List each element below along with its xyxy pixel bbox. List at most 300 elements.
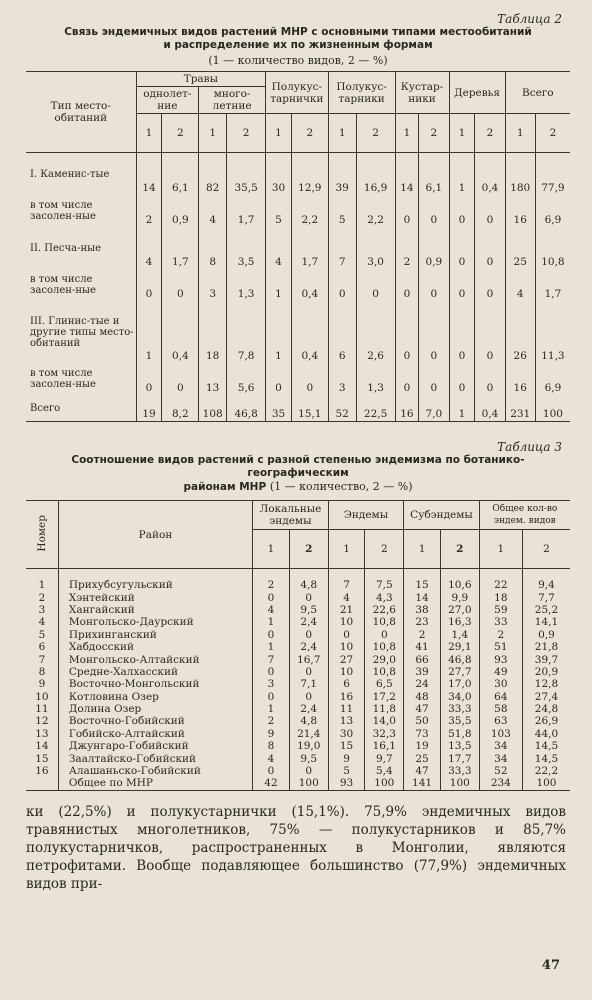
t2-header-shrubs: Кустар-ники [395,72,449,114]
table-cell: 35,5 [440,715,479,727]
table-row [26,641,570,653]
table-cell: 2 [395,227,419,269]
t2-col-1: 1 [505,114,535,153]
table-cell: 22 [479,579,522,591]
table-cell: 7 [328,579,365,591]
t2-col-2: 2 [291,114,328,153]
table-row [26,195,570,227]
region-name: Монгольско-Алтайский [58,653,252,665]
table-cell: 234 [479,777,522,790]
table-cell: 0 [419,269,449,301]
table-cell: 8 [199,227,227,269]
table-cell: 2 [136,195,162,227]
table-cell: 39 [328,153,356,196]
table-cell: 0 [475,363,505,395]
table-cell: 22,2 [522,765,570,777]
table-cell: 0 [395,363,419,395]
table-cell: 10,8 [365,641,404,653]
table-cell: 8,2 [162,395,199,422]
table-row [26,363,570,395]
table-cell: 9 [253,728,290,740]
table-cell: 12,9 [291,153,328,196]
table-row [26,666,570,678]
table-cell: 6,1 [419,153,449,196]
table-cell: 22,5 [356,395,395,422]
table-cell: 25 [505,227,535,269]
table-cell: 52 [479,765,522,777]
table-cell: 17,2 [365,691,404,703]
row-number: 11 [35,703,49,716]
body-paragraph: ки (22,5%) и полукустарнички (15,1%). 75,9% эндемичных видов травянистых многолетников, 75% — полукустарников и 85,7% полукустарничков, распространенных в Монголии, являются петрофитами. Вообще подавляющее большинство (77,9%) эндемичных видов при- [26,803,566,892]
table-cell: 2 [479,629,522,641]
table-cell: 35 [266,395,292,422]
table-cell: 5 [266,195,292,227]
table-cell: 0,4 [475,395,505,422]
table-row [26,752,570,764]
table-cell: 1 [253,703,290,715]
table-cell: 19,0 [289,740,328,752]
table-cell: 13 [328,715,365,727]
table-cell: 4 [199,195,227,227]
table-cell: 4,8 [289,579,328,591]
region-name: Джунгаро-Гобийский [58,740,252,752]
table-cell: 0 [475,269,505,301]
t2-header-annual: однолет-ние [136,87,199,114]
table-cell: 21,8 [522,641,570,653]
table-cell: 1 [449,153,475,196]
table-row [26,740,570,752]
table-row [26,691,570,703]
table3-title: Соотношение видов растений с разной степенью эндемизма по ботанико-географическим районам МНР (1 — количество, 2 — %) [71,454,525,493]
region-name: Общее по МНР [58,777,252,790]
table2-title: Связь эндемичных видов растений МНР с основными типами местообитаний и распределение их по жизненным формам [64,26,532,51]
table-cell: 29,1 [440,641,479,653]
table-cell: 14 [395,153,419,196]
row-label: в том числе засолен-ные [30,274,96,296]
table-cell: 9,9 [440,591,479,603]
table-cell: 27,0 [440,604,479,616]
table-cell: 7,1 [289,678,328,690]
table-cell: 5,6 [227,363,266,395]
row-number [26,777,58,790]
table-cell: 2,4 [289,703,328,715]
table-cell: 0,4 [291,269,328,301]
t3-col-1: 1 [328,530,365,569]
region-name: Прихинганский [58,629,252,641]
t3-col-2: 2 [365,530,404,569]
table-cell: 1,7 [535,269,570,301]
table2-label: Таблица 2 [497,12,562,26]
table-row [26,604,570,616]
table-cell: 6,5 [365,678,404,690]
table-cell: 0 [395,195,419,227]
table-cell: 3 [199,269,227,301]
table-cell: 9,4 [522,579,570,591]
row-number: 6 [38,641,46,654]
row-number: 15 [35,752,49,765]
table-cell: 17,0 [440,678,479,690]
table-cell: 93 [328,777,365,790]
table-cell: 4 [266,227,292,269]
t3-header-number: Номер [26,501,58,569]
table-cell: 19 [136,395,162,422]
table-cell: 0 [253,691,290,703]
row-number: 12 [35,715,49,728]
row-label: II. Песча-ные [30,242,101,254]
table-cell: 30 [479,678,522,690]
table-cell: 100 [365,777,404,790]
table-cell: 0 [475,195,505,227]
table-cell: 0 [253,591,290,603]
table2-body [26,153,570,422]
table-row [26,715,570,727]
table-cell: 12,8 [522,678,570,690]
table-cell: 0 [328,629,365,641]
table-cell: 1,3 [356,363,395,395]
t3-col-2: 2 [522,530,570,569]
t3-col-1: 1 [479,530,522,569]
table-cell: 103 [479,728,522,740]
table-cell: 0 [419,195,449,227]
table-cell: 4,8 [289,715,328,727]
region-name: Котловина Озер [58,691,252,703]
table-cell: 21,4 [289,728,328,740]
table-cell: 29,0 [365,653,404,665]
region-name: Прихубсугульский [58,579,252,591]
t3-header-endemics: Эндемы [328,501,404,530]
t2-col-1: 1 [136,114,162,153]
t3-col-1: 1 [253,530,290,569]
table-cell: 4 [328,591,365,603]
table-cell: 1,3 [227,269,266,301]
table-cell: 14,1 [522,616,570,628]
table-row [26,395,570,422]
table-cell: 47 [404,765,441,777]
table-cell: 100 [289,777,328,790]
table-cell: 44,0 [522,728,570,740]
table-cell: 10,8 [365,666,404,678]
table-cell: 108 [199,395,227,422]
row-label: III. Глинис-тые и другие типы место-обитаний [30,315,134,349]
table-cell: 51 [479,641,522,653]
table-cell: 0 [419,363,449,395]
table-cell: 6,1 [162,153,199,196]
table-cell: 0,9 [522,629,570,641]
table-cell: 10 [328,666,365,678]
table-cell: 0 [253,765,290,777]
table-cell: 11 [328,703,365,715]
table-cell: 46,8 [440,653,479,665]
table-cell: 9,7 [365,752,404,764]
table-cell: 9,5 [289,752,328,764]
table-cell: 0 [328,269,356,301]
table-cell: 0 [136,269,162,301]
table-cell: 38 [404,604,441,616]
table3-body [26,569,570,791]
table-cell: 51,8 [440,728,479,740]
table-cell: 2,2 [356,195,395,227]
t2-header-perennial: много-летние [199,87,266,114]
row-number: 5 [38,628,46,641]
table-cell: 180 [505,153,535,196]
t2-col-1: 1 [328,114,356,153]
table-cell: 27,7 [440,666,479,678]
table-cell: 2,2 [291,195,328,227]
t3-header-subendemics: Субэндемы [404,501,480,530]
row-label: в том числе засолен-ные [30,368,96,390]
table-cell: 141 [404,777,441,790]
table-cell: 4 [136,227,162,269]
table-cell: 24,8 [522,703,570,715]
table-cell: 46,8 [227,395,266,422]
table-cell: 13,5 [440,740,479,752]
table-cell: 16 [505,195,535,227]
table-cell: 0 [253,666,290,678]
t2-col-2: 2 [535,114,570,153]
region-name: Долина Озер [58,703,252,715]
t3-header-region: Район [58,501,252,569]
table-cell: 33,3 [440,765,479,777]
table-cell: 63 [479,715,522,727]
table-cell: 0,4 [291,301,328,363]
t2-col-2: 2 [356,114,395,153]
table-cell: 0 [449,363,475,395]
table-cell: 0,9 [162,195,199,227]
table-cell: 24 [404,678,441,690]
table-cell: 0,9 [419,227,449,269]
table-cell: 82 [199,153,227,196]
table-cell: 0,4 [162,301,199,363]
table-cell: 4,3 [365,591,404,603]
table-cell: 3 [253,678,290,690]
table-cell: 16 [328,691,365,703]
table3-label: Таблица 3 [497,440,562,454]
table-cell: 25 [404,752,441,764]
table-cell: 0 [253,629,290,641]
table-cell: 16 [505,363,535,395]
table-cell: 26 [505,301,535,363]
row-number: 13 [35,727,49,740]
table-cell: 9,5 [289,604,328,616]
table-cell: 6,9 [535,363,570,395]
table-cell: 10 [328,641,365,653]
table-cell: 10 [328,616,365,628]
table3-note: (1 — количество, 2 — %) [269,480,413,493]
table-cell: 2 [404,629,441,641]
table-cell: 21 [328,604,365,616]
t2-col-1: 1 [266,114,292,153]
table-cell: 11,3 [535,301,570,363]
region-name: Хэнтейский [58,591,252,603]
table-cell: 100 [440,777,479,790]
region-name: Восточно-Монгольский [58,678,252,690]
table-cell: 15,1 [291,395,328,422]
table-cell: 73 [404,728,441,740]
t2-col-2: 2 [227,114,266,153]
table-cell: 0 [395,269,419,301]
table-cell: 2,4 [289,641,328,653]
region-name: Хангайский [58,604,252,616]
table2 [26,71,570,422]
t2-col-2: 2 [419,114,449,153]
table-cell: 1 [253,616,290,628]
table-cell: 4 [253,604,290,616]
table-cell: 14,0 [365,715,404,727]
table-spacer [26,569,570,580]
t3-col-2: 2 [440,530,479,569]
table-cell: 16,3 [440,616,479,628]
table-row [26,153,570,196]
table-cell: 16,1 [365,740,404,752]
table-cell: 1 [449,395,475,422]
table-cell: 14 [136,153,162,196]
table-cell: 0 [289,591,328,603]
table-cell: 25,2 [522,604,570,616]
row-number: 4 [38,616,46,629]
t2-col-2: 2 [162,114,199,153]
table-cell: 39,7 [522,653,570,665]
table-cell: 0 [449,301,475,363]
region-name: Монгольско-Даурский [58,616,252,628]
row-number: 10 [35,690,49,703]
table-cell: 17,7 [440,752,479,764]
t3-header-overall: Общее кол-во эндем. видов [479,501,570,530]
table-row [26,703,570,715]
table-cell: 4 [253,752,290,764]
table-cell: 16,7 [289,653,328,665]
table-cell: 4 [505,269,535,301]
region-name: Средне-Халхасский [58,666,252,678]
t2-col-1: 1 [449,114,475,153]
table-row [26,301,570,363]
region-name: Заалтайско-Гобийский [58,752,252,764]
table-cell: 49 [479,666,522,678]
table-cell: 0 [291,363,328,395]
table-cell: 59 [479,604,522,616]
t2-col-2: 2 [475,114,505,153]
table-cell: 0 [475,301,505,363]
table-cell: 1,4 [440,629,479,641]
table-cell: 0 [289,691,328,703]
table-cell: 58 [479,703,522,715]
table-cell: 1 [136,301,162,363]
table-cell: 2,6 [356,301,395,363]
table3 [26,500,570,791]
table-cell: 18 [199,301,227,363]
table-cell: 7,8 [227,301,266,363]
table-cell: 0 [419,301,449,363]
table-cell: 52 [328,395,356,422]
table-cell: 7 [328,227,356,269]
t2-header-habitat: Тип место-обитаний [26,72,136,153]
table-row [26,765,570,777]
t2-col-1: 1 [199,114,227,153]
table-cell: 47 [404,703,441,715]
table-cell: 42 [253,777,290,790]
table-cell: 30 [328,728,365,740]
table-cell: 1,7 [291,227,328,269]
row-label: I. Каменис-тые [30,168,110,180]
table-cell: 35,5 [227,153,266,196]
table-cell: 10,8 [365,616,404,628]
row-number: 9 [38,678,46,691]
t2-header-trees: Деревья [449,72,505,114]
table-cell: 7 [253,653,290,665]
table-cell: 23 [404,616,441,628]
row-number: 8 [38,665,46,678]
page-number: 47 [541,958,560,973]
table-cell: 3,0 [356,227,395,269]
table-cell: 8 [253,740,290,752]
table-cell: 14,5 [522,752,570,764]
table-cell: 0 [289,666,328,678]
table-row [26,728,570,740]
table-cell: 100 [535,395,570,422]
table-cell: 64 [479,691,522,703]
table-cell: 0 [449,269,475,301]
table-cell: 14 [404,591,441,603]
table-cell: 14,5 [522,740,570,752]
table-cell: 0 [449,227,475,269]
table-cell: 27 [328,653,365,665]
table-cell: 0 [162,269,199,301]
t2-header-total: Всего [505,72,570,114]
table-cell: 1 [266,269,292,301]
row-number: 7 [38,653,46,666]
table-row [26,777,570,790]
t3-col-2: 2 [289,530,328,569]
row-number: 1 [38,579,46,592]
table-cell: 33 [479,616,522,628]
table-cell: 27,4 [522,691,570,703]
region-name: Алашаньско-Гобийский [58,765,252,777]
table-cell: 34 [479,740,522,752]
table-cell: 13 [199,363,227,395]
table-row [26,227,570,269]
table-cell: 6 [328,678,365,690]
row-number: 16 [35,765,49,778]
table-cell: 0 [289,629,328,641]
table-row [26,616,570,628]
table-cell: 231 [505,395,535,422]
table-cell: 32,3 [365,728,404,740]
table-cell: 30 [266,153,292,196]
t3-col-1: 1 [404,530,441,569]
region-name: Восточно-Гобийский [58,715,252,727]
table-row [26,629,570,641]
table-cell: 20,9 [522,666,570,678]
table-cell: 11,8 [365,703,404,715]
table-row [26,269,570,301]
row-number: 3 [38,603,46,616]
table-cell: 34 [479,752,522,764]
table-cell: 5,4 [365,765,404,777]
table-cell: 9 [328,752,365,764]
row-label: Всего [30,402,61,414]
table-cell: 6,9 [535,195,570,227]
t2-header-semishrub2: Полукус-тарники [328,72,395,114]
table-cell: 18 [479,591,522,603]
table-cell: 1 [266,301,292,363]
table-cell: 1,7 [227,195,266,227]
table-row [26,579,570,591]
table-cell: 39 [404,666,441,678]
table-cell: 1,7 [162,227,199,269]
table-cell: 0 [266,363,292,395]
table-cell: 93 [479,653,522,665]
table-cell: 100 [522,777,570,790]
table-cell: 1 [253,641,290,653]
